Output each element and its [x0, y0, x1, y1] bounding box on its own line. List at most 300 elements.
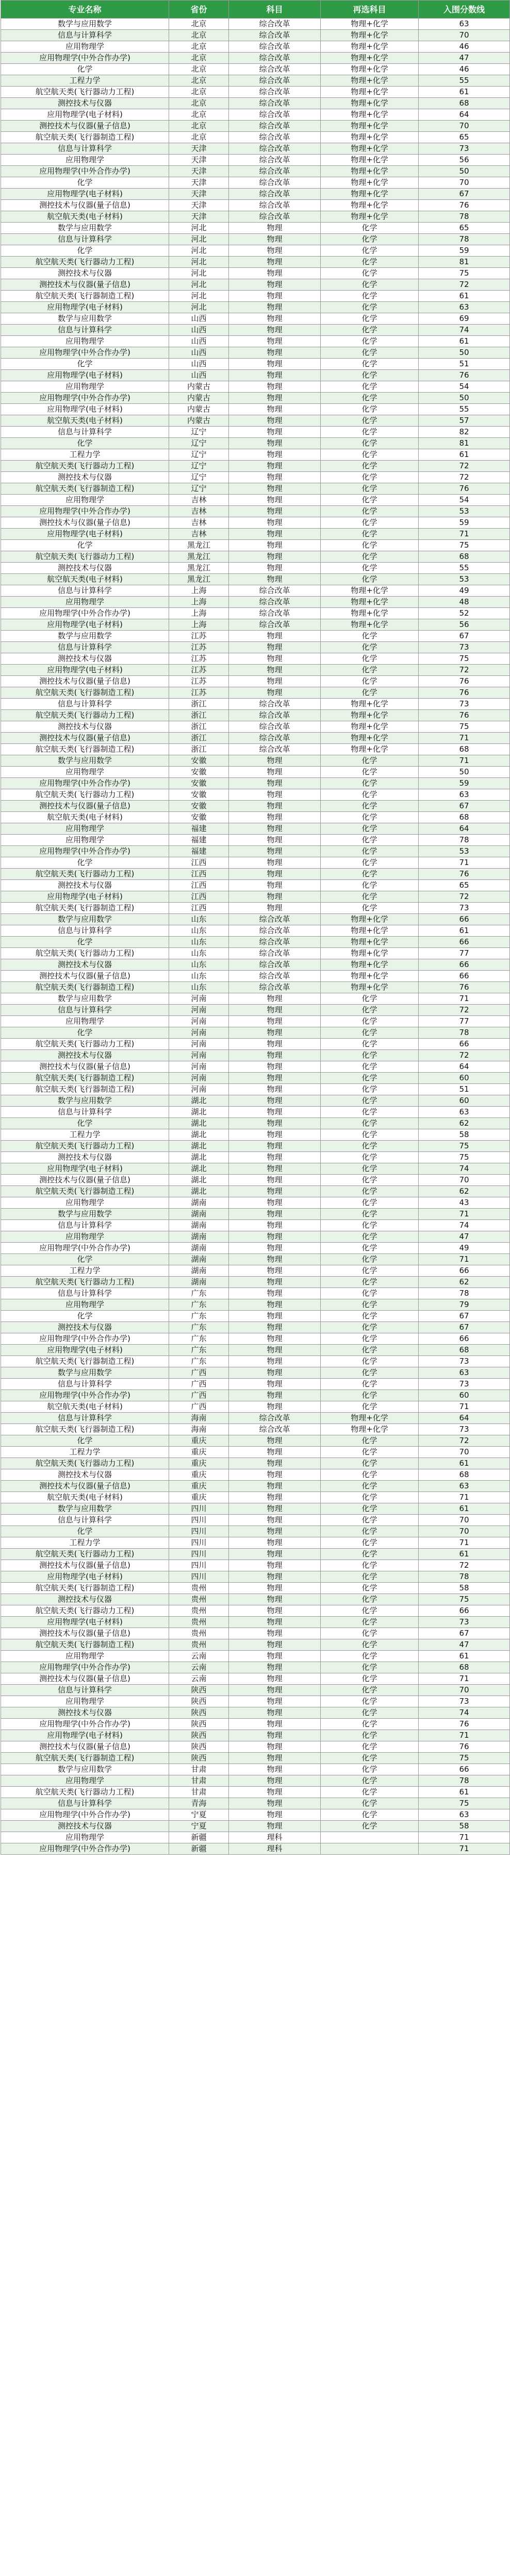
- table-row: [1, 1696, 510, 1707]
- cell-elective: 化学: [321, 472, 419, 483]
- cell-cutoff: 63: [419, 1809, 510, 1821]
- cell-elective: 化学: [321, 506, 419, 517]
- cell-cutoff: 70: [419, 1685, 510, 1696]
- cell-subject: 物理: [229, 415, 321, 427]
- cell-province: 江苏: [169, 687, 229, 699]
- table-row: [1, 449, 510, 461]
- cell-elective: 化学: [321, 551, 419, 563]
- cell-elective: 化学: [321, 1379, 419, 1390]
- cell-major: 应用物理学(中外合作办学): [1, 1719, 169, 1730]
- cell-province: 浙江: [169, 699, 229, 710]
- table-row: [1, 1265, 510, 1277]
- table-row: [1, 1605, 510, 1617]
- cell-elective: 化学: [321, 1594, 419, 1605]
- table-row: [1, 1401, 510, 1413]
- table-row: [1, 993, 510, 1005]
- cell-major: 数学与应用数学: [1, 1367, 169, 1379]
- cell-major: 航空航天类(电子材料): [1, 415, 169, 427]
- cell-subject: 物理: [229, 653, 321, 665]
- cell-elective: 物理+化学: [321, 971, 419, 982]
- cell-province: 浙江: [169, 733, 229, 744]
- cell-province: 湖北: [169, 1186, 229, 1197]
- cell-cutoff: 66: [419, 1333, 510, 1345]
- cell-major: 航空航天类(飞行器动力工程): [1, 1549, 169, 1560]
- cell-elective: 化学: [321, 631, 419, 642]
- cell-subject: 物理: [229, 1537, 321, 1549]
- cell-elective: 化学: [321, 1821, 419, 1832]
- cell-subject: 物理: [229, 1243, 321, 1254]
- cell-subject: 综合改革: [229, 143, 321, 155]
- cell-province: 安徽: [169, 812, 229, 823]
- cell-elective: 物理+化学: [321, 121, 419, 132]
- cell-cutoff: 61: [419, 449, 510, 461]
- cell-elective: 物理+化学: [321, 30, 419, 41]
- cell-elective: 化学: [321, 1560, 419, 1571]
- cell-province: 上海: [169, 619, 229, 631]
- table-row: [1, 801, 510, 812]
- cell-cutoff: 53: [419, 574, 510, 585]
- cell-subject: 物理: [229, 1254, 321, 1265]
- cell-subject: 物理: [229, 359, 321, 370]
- cell-subject: 综合改革: [229, 87, 321, 98]
- cell-province: 重庆: [169, 1481, 229, 1492]
- cell-major: 应用物理学(电子材料): [1, 1571, 169, 1583]
- cell-major: 应用物理学: [1, 1696, 169, 1707]
- cell-province: 湖北: [169, 1152, 229, 1163]
- cell-subject: 物理: [229, 540, 321, 551]
- cell-cutoff: 78: [419, 1775, 510, 1787]
- cell-cutoff: 73: [419, 1696, 510, 1707]
- cell-cutoff: 46: [419, 64, 510, 75]
- table-row: [1, 1243, 510, 1254]
- cell-subject: 物理: [229, 1741, 321, 1753]
- cell-province: 辽宁: [169, 438, 229, 449]
- cell-major: 数学与应用数学: [1, 993, 169, 1005]
- cell-province: 山西: [169, 313, 229, 325]
- table-row: [1, 415, 510, 427]
- cell-elective: 物理+化学: [321, 982, 419, 993]
- cell-major: 应用物理学(中外合作办学): [1, 778, 169, 789]
- cell-major: 化学: [1, 177, 169, 189]
- cell-major: 航空航天类(飞行器动力工程): [1, 869, 169, 880]
- cell-province: 江苏: [169, 642, 229, 653]
- cell-province: 黑龙江: [169, 551, 229, 563]
- cell-province: 上海: [169, 585, 229, 597]
- cell-province: 云南: [169, 1673, 229, 1685]
- cell-cutoff: 70: [419, 30, 510, 41]
- table-row: [1, 608, 510, 619]
- cell-elective: 化学: [321, 1163, 419, 1175]
- cell-elective: 化学: [321, 687, 419, 699]
- cell-major: 测控技术与仪器: [1, 268, 169, 279]
- table-row: [1, 19, 510, 30]
- cell-cutoff: 53: [419, 506, 510, 517]
- cell-subject: 综合改革: [229, 132, 321, 143]
- cell-elective: 化学: [321, 438, 419, 449]
- cell-elective: 化学: [321, 1333, 419, 1345]
- cell-elective: 化学: [321, 1492, 419, 1503]
- cell-major: 测控技术与仪器(量子信息): [1, 1673, 169, 1685]
- table-row: [1, 234, 510, 245]
- cell-subject: 综合改革: [229, 166, 321, 177]
- cell-province: 河北: [169, 279, 229, 291]
- cell-elective: 化学: [321, 1186, 419, 1197]
- cell-elective: 化学: [321, 1345, 419, 1356]
- cell-cutoff: 60: [419, 1095, 510, 1107]
- cell-subject: 综合改革: [229, 189, 321, 200]
- table-row: [1, 30, 510, 41]
- cell-subject: 综合改革: [229, 619, 321, 631]
- cell-elective: 化学: [321, 1005, 419, 1016]
- cell-elective: 化学: [321, 234, 419, 245]
- cell-major: 测控技术与仪器: [1, 1469, 169, 1481]
- table-row: [1, 1073, 510, 1084]
- table-row: [1, 1741, 510, 1753]
- table-row: [1, 529, 510, 540]
- cell-cutoff: 49: [419, 585, 510, 597]
- cell-elective: 化学: [321, 268, 419, 279]
- cell-elective: 化学: [321, 1061, 419, 1073]
- cell-province: 宁夏: [169, 1821, 229, 1832]
- cell-elective: 物理+化学: [321, 597, 419, 608]
- cell-major: 化学: [1, 1435, 169, 1447]
- cell-elective: 物理+化学: [321, 41, 419, 53]
- cell-major: 化学: [1, 359, 169, 370]
- cell-elective: 化学: [321, 1515, 419, 1526]
- cell-elective: 化学: [321, 846, 419, 857]
- cell-province: 山东: [169, 937, 229, 948]
- cell-elective: 化学: [321, 495, 419, 506]
- cell-province: 广东: [169, 1356, 229, 1367]
- cell-elective: 化学: [321, 1390, 419, 1401]
- cell-major: 测控技术与仪器: [1, 880, 169, 891]
- cell-cutoff: 67: [419, 1628, 510, 1639]
- cell-cutoff: 74: [419, 1220, 510, 1231]
- table-row: [1, 291, 510, 302]
- cell-cutoff: 70: [419, 1447, 510, 1458]
- cell-province: 上海: [169, 597, 229, 608]
- cell-cutoff: 72: [419, 472, 510, 483]
- table-row: [1, 1095, 510, 1107]
- table-row: [1, 789, 510, 801]
- cell-cutoff: 72: [419, 891, 510, 903]
- cell-subject: 物理: [229, 325, 321, 336]
- cell-subject: 物理: [229, 1787, 321, 1798]
- cell-major: 航空航天类(飞行器制造工程): [1, 1583, 169, 1594]
- cell-cutoff: 75: [419, 653, 510, 665]
- cell-cutoff: 71: [419, 1843, 510, 1855]
- table-row: [1, 336, 510, 347]
- table-row: [1, 1186, 510, 1197]
- cell-elective: 物理+化学: [321, 733, 419, 744]
- cell-major: 信息与计算科学: [1, 1005, 169, 1016]
- cell-province: 山东: [169, 948, 229, 959]
- header-major: 专业名称: [1, 1, 169, 19]
- cell-elective: 物理+化学: [321, 64, 419, 75]
- cell-cutoff: 76: [419, 370, 510, 381]
- cell-subject: 物理: [229, 1333, 321, 1345]
- table-row: [1, 551, 510, 563]
- cell-cutoff: 70: [419, 1526, 510, 1537]
- cell-subject: 物理: [229, 506, 321, 517]
- cell-subject: 物理: [229, 1617, 321, 1628]
- cell-cutoff: 71: [419, 1209, 510, 1220]
- table-row: [1, 393, 510, 404]
- table-row: [1, 812, 510, 823]
- table-row: [1, 1050, 510, 1061]
- cell-major: 测控技术与仪器: [1, 472, 169, 483]
- cell-elective: 物理+化学: [321, 200, 419, 211]
- cell-province: 河南: [169, 1027, 229, 1039]
- table-row: [1, 1843, 510, 1855]
- cell-subject: 综合改革: [229, 959, 321, 971]
- cell-cutoff: 50: [419, 393, 510, 404]
- cell-province: 内蒙古: [169, 404, 229, 415]
- cell-subject: 物理: [229, 1016, 321, 1027]
- cell-cutoff: 55: [419, 563, 510, 574]
- cell-elective: 化学: [321, 891, 419, 903]
- cell-elective: 化学: [321, 1503, 419, 1515]
- cell-province: 江西: [169, 891, 229, 903]
- cell-elective: 物理+化学: [321, 98, 419, 109]
- cell-subject: 物理: [229, 529, 321, 540]
- cell-elective: 物理+化学: [321, 925, 419, 937]
- cell-major: 测控技术与仪器: [1, 721, 169, 733]
- cell-subject: 物理: [229, 1186, 321, 1197]
- table-row: [1, 1175, 510, 1186]
- cell-elective: [321, 1832, 419, 1843]
- cell-province: 河北: [169, 257, 229, 268]
- cell-elective: 化学: [321, 1605, 419, 1617]
- cell-subject: 物理: [229, 1775, 321, 1787]
- table-row: [1, 98, 510, 109]
- cell-subject: 物理: [229, 1322, 321, 1333]
- cell-subject: 综合改革: [229, 948, 321, 959]
- cell-subject: 物理: [229, 1809, 321, 1821]
- table-row: [1, 857, 510, 869]
- cell-province: 辽宁: [169, 427, 229, 438]
- cell-province: 青海: [169, 1798, 229, 1809]
- cell-province: 天津: [169, 155, 229, 166]
- table-row: [1, 1209, 510, 1220]
- cell-elective: 化学: [321, 223, 419, 234]
- table-row: [1, 631, 510, 642]
- cell-subject: 物理: [229, 268, 321, 279]
- cell-province: 北京: [169, 109, 229, 121]
- cell-subject: 物理: [229, 381, 321, 393]
- cell-major: 信息与计算科学: [1, 1379, 169, 1390]
- cell-major: 应用物理学(中外合作办学): [1, 506, 169, 517]
- cell-subject: 物理: [229, 846, 321, 857]
- cell-major: 应用物理学(中外合作办学): [1, 608, 169, 619]
- table-row: [1, 665, 510, 676]
- cell-province: 甘肃: [169, 1787, 229, 1798]
- table-row: [1, 166, 510, 177]
- cell-elective: 物理+化学: [321, 608, 419, 619]
- cell-province: 海南: [169, 1424, 229, 1435]
- cell-province: 江西: [169, 903, 229, 914]
- cell-major: 航空航天类(电子材料): [1, 1492, 169, 1503]
- cell-subject: 综合改革: [229, 41, 321, 53]
- cell-elective: 化学: [321, 823, 419, 835]
- table-row: [1, 177, 510, 189]
- cell-province: 北京: [169, 19, 229, 30]
- cell-cutoff: 72: [419, 1560, 510, 1571]
- cell-province: 广西: [169, 1390, 229, 1401]
- cell-province: 陕西: [169, 1753, 229, 1764]
- cell-subject: 物理: [229, 665, 321, 676]
- cell-province: 天津: [169, 189, 229, 200]
- cell-subject: 综合改革: [229, 982, 321, 993]
- cell-elective: 化学: [321, 1753, 419, 1764]
- cell-subject: 物理: [229, 1707, 321, 1719]
- cell-elective: 物理+化学: [321, 177, 419, 189]
- cell-subject: 物理: [229, 1662, 321, 1673]
- cell-cutoff: 73: [419, 1617, 510, 1628]
- table-row: [1, 189, 510, 200]
- cell-major: 测控技术与仪器: [1, 1322, 169, 1333]
- cell-subject: 物理: [229, 427, 321, 438]
- cell-cutoff: 50: [419, 166, 510, 177]
- cell-elective: 物理+化学: [321, 19, 419, 30]
- cell-cutoff: 73: [419, 143, 510, 155]
- cell-province: 辽宁: [169, 472, 229, 483]
- cell-elective: 物理+化学: [321, 959, 419, 971]
- cell-cutoff: 73: [419, 1379, 510, 1390]
- cell-subject: 物理: [229, 1447, 321, 1458]
- cell-cutoff: 61: [419, 1651, 510, 1662]
- cell-major: 航空航天类(飞行器动力工程): [1, 948, 169, 959]
- cell-major: 数学与应用数学: [1, 1209, 169, 1220]
- cell-subject: 物理: [229, 1696, 321, 1707]
- cell-elective: 化学: [321, 563, 419, 574]
- cell-subject: 物理: [229, 1231, 321, 1243]
- cell-subject: 物理: [229, 1560, 321, 1571]
- table-row: [1, 223, 510, 234]
- table-body: [1, 19, 510, 1855]
- cell-major: 应用物理学: [1, 1775, 169, 1787]
- table-row: [1, 41, 510, 53]
- cell-major: 应用物理学: [1, 767, 169, 778]
- cell-cutoff: 71: [419, 733, 510, 744]
- table-row: [1, 653, 510, 665]
- cell-elective: 物理+化学: [321, 914, 419, 925]
- cell-cutoff: 64: [419, 1061, 510, 1073]
- table-row: [1, 1016, 510, 1027]
- cell-major: 数学与应用数学: [1, 223, 169, 234]
- cell-subject: 综合改革: [229, 75, 321, 87]
- cell-major: 测控技术与仪器: [1, 98, 169, 109]
- cell-province: 辽宁: [169, 461, 229, 472]
- cell-cutoff: 49: [419, 1243, 510, 1254]
- table-row: [1, 347, 510, 359]
- cell-province: 北京: [169, 87, 229, 98]
- cell-major: 信息与计算科学: [1, 1798, 169, 1809]
- table-row: [1, 1435, 510, 1447]
- cell-elective: 化学: [321, 1073, 419, 1084]
- cell-elective: 物理+化学: [321, 87, 419, 98]
- cell-province: 山西: [169, 370, 229, 381]
- cell-cutoff: 66: [419, 1605, 510, 1617]
- cell-province: 河北: [169, 302, 229, 313]
- cell-cutoff: 51: [419, 1084, 510, 1095]
- cell-subject: 物理: [229, 1265, 321, 1277]
- cell-cutoff: 63: [419, 302, 510, 313]
- cell-subject: 物理: [229, 1379, 321, 1390]
- cell-elective: 物理+化学: [321, 699, 419, 710]
- table-row: [1, 109, 510, 121]
- cell-cutoff: 52: [419, 608, 510, 619]
- cell-major: 应用物理学: [1, 155, 169, 166]
- cell-elective: 化学: [321, 993, 419, 1005]
- table-row: [1, 1277, 510, 1288]
- cell-province: 北京: [169, 121, 229, 132]
- table-row: [1, 914, 510, 925]
- cell-subject: 物理: [229, 223, 321, 234]
- cell-cutoff: 78: [419, 234, 510, 245]
- cell-province: 贵州: [169, 1605, 229, 1617]
- table-row: [1, 687, 510, 699]
- cell-major: 应用物理学(中外合作办学): [1, 1843, 169, 1855]
- table-row: [1, 1163, 510, 1175]
- cell-major: 测控技术与仪器: [1, 1152, 169, 1163]
- cell-province: 辽宁: [169, 449, 229, 461]
- cell-province: 云南: [169, 1662, 229, 1673]
- cell-province: 山东: [169, 925, 229, 937]
- cell-elective: 化学: [321, 1764, 419, 1775]
- cell-elective: 化学: [321, 404, 419, 415]
- cell-elective: 化学: [321, 1787, 419, 1798]
- table-row: [1, 744, 510, 755]
- cell-elective: 化学: [321, 835, 419, 846]
- cell-major: 应用物理学(电子材料): [1, 665, 169, 676]
- cell-subject: 综合改革: [229, 155, 321, 166]
- cell-elective: 化学: [321, 1809, 419, 1821]
- header-elective: 再选科目: [321, 1, 419, 19]
- cell-subject: 物理: [229, 517, 321, 529]
- cell-elective: 物理+化学: [321, 166, 419, 177]
- cell-province: 湖南: [169, 1254, 229, 1265]
- cell-subject: 综合改革: [229, 30, 321, 41]
- cell-cutoff: 68: [419, 744, 510, 755]
- cell-major: 测控技术与仪器(量子信息): [1, 676, 169, 687]
- cell-elective: 物理+化学: [321, 75, 419, 87]
- cell-province: 北京: [169, 53, 229, 64]
- cell-major: 工程力学: [1, 449, 169, 461]
- table-row: [1, 925, 510, 937]
- cell-elective: 化学: [321, 778, 419, 789]
- cell-province: 四川: [169, 1571, 229, 1583]
- cell-subject: 物理: [229, 676, 321, 687]
- cell-major: 应用物理学: [1, 1299, 169, 1311]
- cell-major: 测控技术与仪器: [1, 1594, 169, 1605]
- cell-subject: 物理: [229, 835, 321, 846]
- cell-subject: 综合改革: [229, 200, 321, 211]
- cell-elective: 化学: [321, 1209, 419, 1220]
- cell-major: 信息与计算科学: [1, 1288, 169, 1299]
- cell-elective: 物理+化学: [321, 132, 419, 143]
- cell-major: 应用物理学: [1, 597, 169, 608]
- cell-elective: 化学: [321, 1469, 419, 1481]
- cell-subject: 综合改革: [229, 211, 321, 223]
- cell-province: 江西: [169, 857, 229, 869]
- cell-major: 数学与应用数学: [1, 1503, 169, 1515]
- cell-province: 新疆: [169, 1843, 229, 1855]
- cell-subject: 综合改革: [229, 721, 321, 733]
- cell-major: 数学与应用数学: [1, 1764, 169, 1775]
- cell-major: 信息与计算科学: [1, 234, 169, 245]
- cell-cutoff: 64: [419, 1413, 510, 1424]
